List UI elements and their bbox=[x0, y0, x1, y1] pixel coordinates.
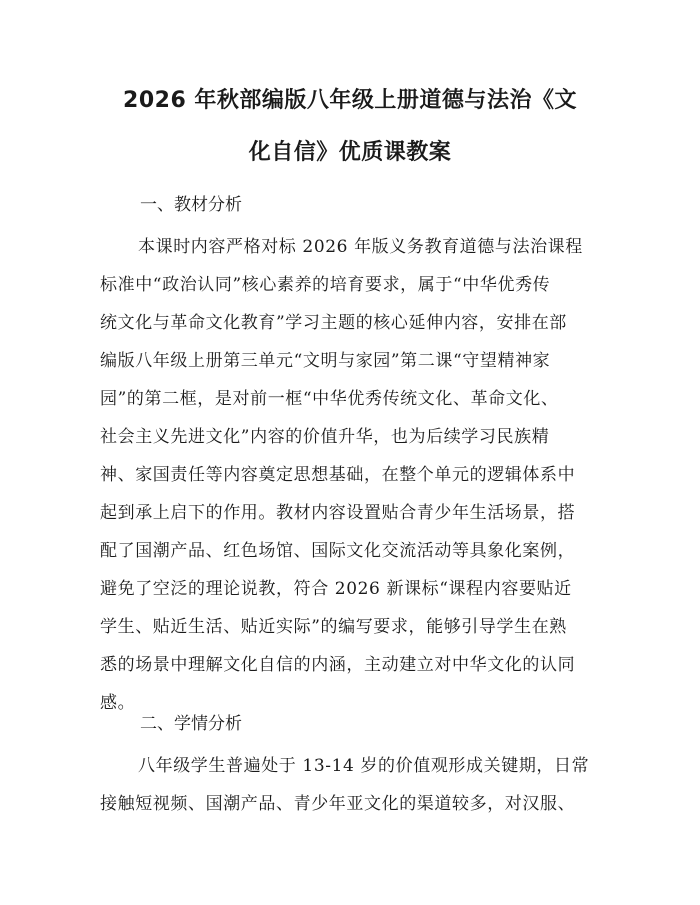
paragraph-line: 统文化与革命文化教育”学习主题的核心延伸内容，安排在部 bbox=[100, 313, 567, 333]
paragraph-line: 配了国潮产品、红色场馆、国际文化交流活动等具象化案例， bbox=[100, 541, 576, 561]
paragraph-line: 起到承上启下的作用。教材内容设置贴合青少年生活场景，搭 bbox=[100, 503, 576, 523]
paragraph-line: 悉的场景中理解文化自信的内涵，主动建立对中华文化的认同 bbox=[100, 655, 576, 675]
paragraph-student-analysis bbox=[100, 747, 606, 823]
section-heading-textbook-analysis: 一、教材分析 bbox=[140, 195, 242, 215]
paragraph-line: 学生、贴近生活、贴近实际”的编写要求，能够引导学生在熟 bbox=[100, 617, 567, 637]
paragraph-line: 园”的第二框，是对前一框“中华优秀传统文化、革命文化、 bbox=[100, 389, 559, 409]
paragraph-line: 八年级学生普遍处于 13-14 岁的价值观形成关键期，日常 bbox=[138, 756, 590, 776]
paragraph-line: 感。 bbox=[100, 693, 136, 713]
paragraph-line: 社会主义先进文化”内容的价值升华，也为后续学习民族精 bbox=[100, 427, 550, 447]
paragraph-line: 本课时内容严格对标 2026 年版义务教育道德与法治课程 bbox=[138, 237, 583, 257]
paragraph-line: 标准中“政治认同”核心素养的培育要求，属于“中华优秀传 bbox=[100, 275, 551, 295]
document-title-line-1: 2026 年秋部编版八年级上册道德与法治《文 bbox=[123, 88, 577, 113]
section-heading-student-analysis: 二、学情分析 bbox=[140, 714, 242, 734]
paragraph-line: 编版八年级上册第三单元“文明与家园”第二课“守望精神家 bbox=[100, 351, 551, 371]
paragraph-line: 神、家国责任等内容奠定思想基础，在整个单元的逻辑体系中 bbox=[100, 465, 576, 485]
document-title-line-2: 化自信》优质课教案 bbox=[248, 140, 452, 165]
paragraph-textbook-analysis bbox=[100, 228, 606, 722]
paragraph-line: 接触短视频、国潮产品、青少年亚文化的渠道较多，对汉服、 bbox=[100, 794, 576, 814]
paragraph-line: 避免了空泛的理论说教，符合 2026 新课标“课程内容要贴近 bbox=[100, 579, 572, 599]
